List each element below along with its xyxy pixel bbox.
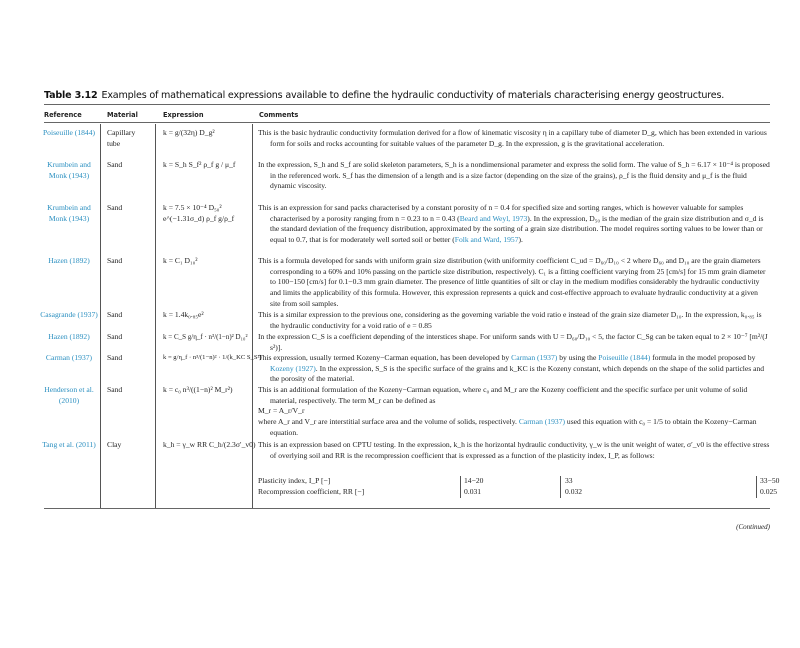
reference-link[interactable]: Casagrande (1937): [40, 310, 98, 319]
comment-text: ).: [518, 235, 523, 245]
header-reference: Reference: [44, 111, 82, 119]
comment-cell: [258, 440, 770, 461]
top-rule: [44, 104, 770, 105]
comment-text: This is an expression for sand packs characterised by a constant porosity of n = 0.4 for specified size and sorting ranges, which is however valuable for samples characterised by a porosity ranging from n = 0.23 to n = 0.43 (: [258, 203, 744, 223]
comment-text: In the expression C_S is a coefficient depending of the interstices shape. For uniform sands with U = D₆₀/D₁₀ < 5, the factor C_Sg can be taken equal to 2 × 10⁻⁷ [m²/(J s²)].: [258, 332, 768, 352]
expression-cell: k_h = γ_w RR C_h/(2.3σ′_v0): [163, 440, 256, 449]
continued-note: (Continued): [736, 523, 770, 531]
subtable-divider: [560, 476, 561, 498]
table-caption: [44, 90, 724, 101]
citation-link[interactable]: Folk and Ward, 1957: [454, 235, 519, 245]
comment-cell: [258, 160, 770, 192]
reference-link[interactable]: Krumbein and Monk (1943): [47, 160, 91, 180]
expression-cell: k = c₀ n³/((1−n)² M_r²): [163, 385, 233, 394]
material-cell: Sand: [107, 160, 123, 169]
comment-text: This is a formula developed for sands with uniform grain size distribution (with uniformity coefficient C_ud = D₆₀/D₁₀ < 2 where D₆₀ and D₁₀ are the grain diameters corresponding to a 60% and 10% passing on the particle size distribution, respectively). C₁ is a fitting coefficient varying from 25 [cm/s] for 15 mm grain diameter to 100−150 [cm/s] for 0.1−0.3 mm grain diameter. The presence of little quantities of silt or clay in the medium modifies considerably the hydraulic conductivity and limits the applicability of this formula. However, this expression represents a quick and cost-effective approach to evaluate hydraulic conductivity at a given site from soil samples.: [258, 256, 766, 308]
comment-text: by using the: [557, 353, 599, 362]
comment-text: formula in the model proposed by: [650, 353, 756, 362]
column-divider: [100, 124, 101, 508]
expression-cell: k = C_S g/η_f · n³/(1−n)² D₁₀²: [163, 333, 248, 341]
comment-text: ). In the expression, D₅₀ is the median of the grain size distribution and σ_d is the standard deviation of the frequency distribution, approximated by the sorting of a grain size distribution. The model requires sorting values to be lower than or equal to 0.7, that is for moderately well sorted soil or better (: [270, 213, 764, 245]
subtable-label: Recompression coefficient, RR [−]: [258, 487, 365, 496]
subtable-cell: 0.025: [760, 487, 778, 496]
comment-text: . In the expression, S_S is the specific surface of the grains and k_KC is the Kozeny constant, which depends on the shape of the solid particles and the porosity of the material.: [270, 363, 765, 384]
bottom-rule: [44, 508, 770, 509]
material-cell: Sand: [107, 203, 123, 212]
material-cell: Sand: [107, 256, 123, 265]
comment-cell: [258, 385, 770, 439]
reference-link[interactable]: Krumbein and Monk (1943): [47, 203, 91, 223]
citation-link[interactable]: Kozeny (1927): [270, 363, 316, 373]
expression-cell: k = g/η_f · n³/(1−n)² · 1/(k_KC S_S²): [163, 354, 262, 361]
reference-link[interactable]: Poiseuille (1844): [42, 128, 96, 137]
comment-cell: [258, 128, 770, 149]
comment-text: used this equation with c₀ = 1/5 to obtain the Kozeny−Carman equation.: [270, 417, 757, 437]
reference-link[interactable]: Hazen (1892): [48, 332, 90, 341]
material-cell: Sand: [107, 332, 123, 341]
material-cell: Sand: [107, 385, 123, 394]
header-material: Material: [107, 111, 138, 119]
header-rule: [44, 122, 770, 123]
comment-text: This is the basic hydraulic conductivity formulation derived for a flow of kinematic viscosity η in a capillary tube of diameter D_g, which has been extended in various form for soils and rocks accounting for suitable values of the parameter D_g. In the expression, g is the gravitational acceleration.: [258, 128, 767, 148]
comment-cell: [258, 353, 770, 385]
comment-cell: [258, 310, 770, 331]
reference-link[interactable]: Hazen (1892): [48, 256, 90, 265]
subtable-cell: 14−20: [464, 476, 484, 485]
expression-cell: k = S_h S_f² ρ_f g / μ_f: [163, 160, 236, 169]
comment-text: This is an expression based on CPTU testing. In the expression, k_h is the horizontal hydraulic conductivity, γ_w is the unit weight of water, σ′_v0 is the effective stress of overlying soil and RR is the recompression coefficient that is expressed as a function of the plasticity index, I_P, as follows:: [258, 440, 770, 460]
material-cell: Sand: [107, 310, 123, 319]
expression-cell: k = 1.4k₀.₈₅e²: [163, 310, 204, 319]
citation-link[interactable]: Poiseuille (1844): [598, 353, 651, 362]
material-cell: Clay: [107, 440, 122, 449]
comment-cell: [258, 203, 770, 246]
citation-link[interactable]: Beard and Weyl, 1973: [459, 213, 528, 223]
subtable-divider: [756, 476, 757, 498]
subtable-label: Plasticity index, I_P [−]: [258, 476, 331, 485]
table-number: Table 3.12: [44, 90, 98, 101]
comment-cell: [258, 256, 770, 310]
subtable-cell: 33−50: [760, 476, 780, 485]
comment-text: This is an additional formulation of the Kozeny−Carman equation, where c₀ and M_r are the Kozeny coefficient and the specific surface per unit volume of solid material, respectively. The term M_r can be defined as: [258, 385, 748, 405]
comment-text: This is a similar expression to the previous one, considering as the governing variable the void ratio e instead of the grain size diameter D₁₀. In the expression, k₀.₈₅ is the hydraulic conductivity for a void ratio of e = 0.85: [258, 310, 762, 330]
citation-link[interactable]: Carman (1937): [518, 417, 566, 427]
comment-cell: [258, 332, 770, 353]
subtable-cell: 0.031: [464, 487, 482, 496]
reference-link[interactable]: Tang et al. (2011): [42, 440, 96, 449]
expression-cell: k = g/(32η) D_g²: [163, 128, 215, 137]
subtable-cell: 0.032: [565, 487, 583, 496]
expression-cell: k = C₁ D₁₀²: [163, 256, 198, 265]
comment-text: where A_r and V_r are interstitial surface area and the volume of solids, respectively.: [258, 417, 519, 427]
reference-link[interactable]: Carman (1937): [45, 353, 93, 362]
material-cell: Capillary tube: [107, 128, 136, 148]
header-expression: Expression: [163, 111, 204, 119]
table-title: Examples of mathematical expressions available to define the hydraulic conductivity of materials characterising energy geostructures.: [101, 90, 725, 101]
material-cell: Sand: [107, 353, 123, 362]
column-divider: [155, 124, 156, 508]
comment-text: In the expression, S_h and S_f are solid skeleton parameters, S_h is a nondimensional parameter and express the solid form. The value of S_h = 6.17 × 10⁻⁴ is proposed in the referenced work. S_f has the dimension of a length and is a size factor (depending on the size of the grains), ρ_f is the fluid density and μ_f is the fluid dynamic viscosity.: [258, 160, 770, 191]
subtable-divider: [460, 476, 461, 498]
expression-cell: k = 7.5 × 10⁻⁴ D₅₀² e^(−1.31σ_d) ρ_f g/ρ_f: [163, 203, 235, 223]
subtable-cell: 33: [565, 476, 573, 485]
reference-link[interactable]: Henderson et al. (2010): [44, 385, 94, 405]
comment-text: This expression, usually termed Kozeny−Carman equation, has been developed by: [258, 353, 512, 362]
citation-link[interactable]: Carman (1937): [511, 353, 558, 362]
header-comments: Comments: [259, 111, 299, 119]
comment-formula: M_r = A_r/V_r: [258, 406, 305, 416]
